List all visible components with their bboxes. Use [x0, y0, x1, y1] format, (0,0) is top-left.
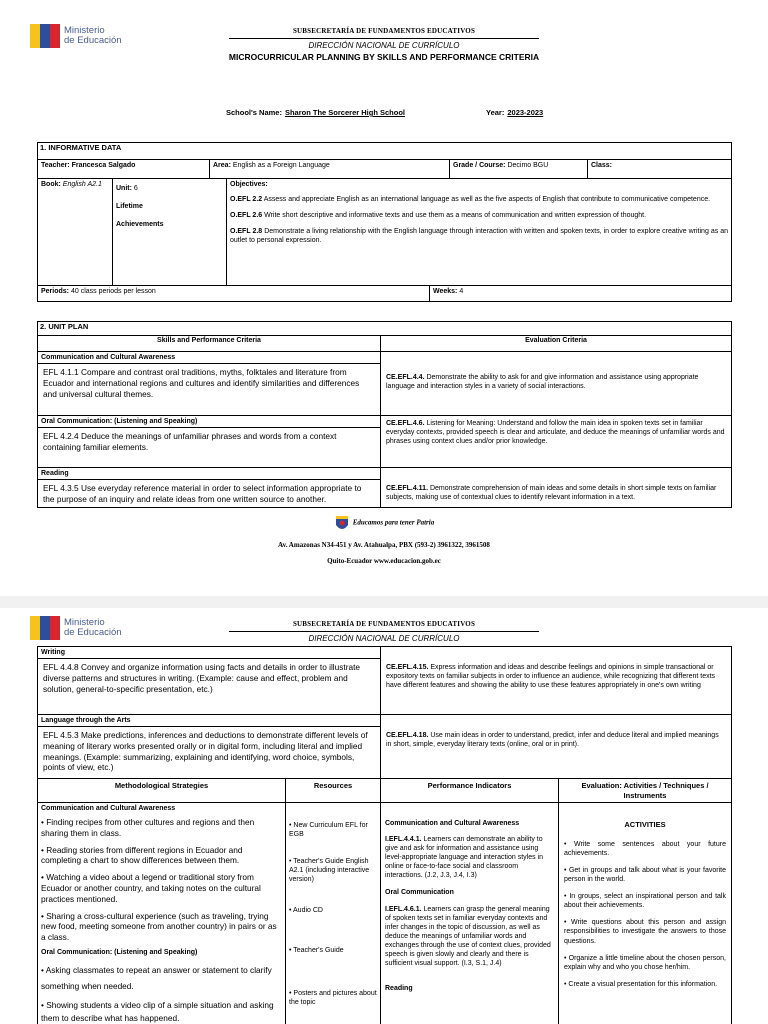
ecuador-shield-icon: [334, 513, 350, 533]
method-item: • Watching a video about a legend or traditional story from Ecuador or another country, and taking notes on the cultural practices mentioned.: [41, 872, 261, 904]
grade-value: Decimo BGU: [507, 162, 549, 169]
row-group-label: Reading: [38, 468, 381, 480]
resource-item: • Teacher's Guide English A2.1 (including interactive version): [289, 858, 370, 884]
activity-item: • Get in groups and talk about what is your favorite person in the world.: [564, 866, 726, 884]
periods-cell: Periods: 40 class periods per lesson: [38, 286, 430, 302]
grade-cell: Grade / Course: Decimo BGU: [450, 160, 588, 179]
resource-item: • Teacher's Guide: [289, 946, 344, 954]
teacher-value: Francesca Salgado: [71, 162, 136, 169]
unit-plan-table: [37, 321, 732, 508]
col-indicators-header: Performance Indicators: [381, 779, 559, 803]
school-year: Year: 2023-2023: [486, 108, 544, 117]
activity-item: • Create a visual presentation for this information.: [564, 980, 718, 988]
informative-section-title: 1. INFORMATIVE DATA: [38, 143, 731, 160]
unit-cell: Unit: 6 Lifetime Achievements: [113, 179, 227, 286]
document-title: MICROCURRICULAR PLANNING BY SKILLS AND PERFORMANCE CRITERIA: [228, 52, 540, 62]
resource-item: • Posters and pictures about the topic: [289, 989, 377, 1006]
page-header: [0, 27, 768, 62]
indicator-group-label: Oral Communication: [385, 888, 454, 896]
activity-item: • In groups, select an inspirational person and talk about their achievements.: [564, 893, 726, 910]
activities-title: ACTIVITIES: [624, 820, 666, 829]
area-value: English as a Foreign Language: [232, 162, 330, 169]
ministerio-logo: Ministerio de Educación: [30, 616, 122, 640]
activities-cell: [559, 803, 731, 1024]
row-group-label: Language through the Arts: [38, 715, 381, 727]
book-value: English A2.1: [62, 181, 102, 188]
teacher-cell: Teacher: Francesca Salgado: [38, 160, 210, 179]
logo-line2: de Educación: [64, 35, 122, 46]
skill-cell: EFL 4.1.1 Compare and contrast oral traditions, myths, folktales and literature from Ecuador and international regions and cultures and identify similarities and differences and universal cultural themes.: [38, 364, 381, 416]
footer-address: Av. Amazonas N34-451 y Av. Atahualpa, PBX (593-2) 3961322, 3961508: [278, 541, 490, 549]
col-resources-header: Resources: [286, 779, 381, 803]
unit-value: 6: [133, 185, 138, 192]
row-group-label: Oral Communication: (Listening and Speaking): [38, 416, 381, 428]
direccion-title: DIRECCIÓN NACIONAL DE CURRÍCULO: [229, 38, 539, 50]
method-group-label: Communication and Cultural Awareness: [41, 805, 176, 812]
eval-cell: CE.EFL.4.18. Use main ideas in order to understand, predict, infer and deduce literal and implied meanings in short, simple, everyday literary texts (online, oral or in print).: [381, 715, 731, 779]
objectives-cell: [227, 179, 731, 286]
weeks-cell: Weeks: 4: [433, 288, 464, 295]
footer-city: Quito-Ecuador www.educacion.gob.ec: [327, 557, 441, 565]
indicator-item: I.EFL.4.6.1. Learners can grasp the general meaning of spoken texts set in familiar everyday contexts and infer changes in the topic of discussion, as well as deduce the meanings of unfamiliar words and exchanges through the use of context clues, provided speech is given slowly and clearly and there is sufficient visual support. (I.3, S.1, J.4): [385, 905, 551, 968]
skill-cell: EFL 4.2.4 Deduce the meanings of unfamiliar phrases and words from a context containing familiar elements.: [38, 428, 381, 468]
col-evaluation-header: Evaluation: Activities / Techniques / Instruments: [559, 779, 731, 803]
objectives-label: Objectives:: [230, 181, 268, 188]
objective-item: O.EFL 2.2 Assess and appreciate English as an international language as well as the five aspects of English that contribute to communicative competence.: [230, 196, 711, 204]
indicator-group-label: Communication and Cultural Awareness: [385, 820, 520, 827]
informative-data-table: [37, 142, 732, 302]
eval-cell: CE.EFL.4.4. Demonstrate the ability to ask for and give information and assistance using appropriate language and interaction styles in a variety of social interactions.: [381, 352, 731, 416]
page-footer: [0, 513, 768, 565]
row-group-label: Communication and Cultural Awareness: [38, 352, 381, 364]
periods-value: 40 class periods per lesson: [70, 288, 156, 295]
skill-cell: EFL 4.5.3 Make predictions, inferences and deductions to demonstrate different levels of meaning of literary works presented orally or in digital form, including literal and implied meanings. (Example: summarizing, explaining and identifying, word choice, symbols, points of view, etc.): [38, 727, 381, 779]
footer-slogan: Educamos para tener Patria: [352, 518, 435, 527]
eval-cell: CE.EFL.4.15. Express information and ideas and describe feelings and opinions in simple transactional or expository texts on familiar subjects in order to influence an audience, while recognizing that different texts have different features and showing the ability to use these features appropriately in one's own writing: [381, 647, 731, 715]
school-name-value: Sharon The Sorcerer High School: [284, 108, 405, 117]
indicators-cell: [381, 803, 559, 1024]
logo-line1: Ministerio: [64, 25, 105, 36]
class-cell: Class:: [588, 160, 731, 179]
method-item: • Showing students a video clip of a simple situation and asking them to describe what has happened.: [41, 999, 274, 1023]
indicator-item: I.EFL.4.4.1. Learners can demonstrate an ability to give and ask for information and assistance using level-appropriate language and interaction styles in online or face-to-face social and classroom interactions. (J.2, J.3, J.4, I.3): [385, 836, 543, 880]
weeks-value: 4: [459, 288, 464, 295]
method-group-label: Oral Communication: (Listening and Speaking): [41, 948, 198, 956]
indicator-group-label: Reading: [385, 985, 413, 993]
unit-plan-title: 2. UNIT PLAN: [38, 322, 731, 336]
unit-plan-table-continued: [37, 646, 732, 1024]
skill-cell: EFL 4.4.8 Convey and organize information using facts and details in order to illustrate diverse patterns and structures in writing. (Example: cause and effect, problem and solution, general-to-specific presentation, etc.): [38, 659, 381, 715]
school-year-value: 2023-2023: [507, 108, 544, 117]
eval-cell: CE.EFL.4.11. Demonstrate comprehension of main ideas and some details in short simple texts on familiar subjects, making use of contextual clues to identify relevant information in a text.: [386, 485, 717, 502]
activity-item: • Organize a little timeline about the chosen person, explain why and who you chose her/him.: [564, 954, 726, 971]
col-eval-header: Evaluation Criteria: [381, 336, 731, 352]
subsecretaria-title: SUBSECRETARÍA DE FUNDAMENTOS EDUCATIVOS: [292, 27, 476, 35]
resource-item: • New Curriculum EFL for EGB: [289, 822, 368, 839]
activity-item: • Write questions about this person and assign responsibilities to investigate the answers to those questions.: [564, 919, 726, 945]
book-cell: Book: English A2.1: [38, 179, 113, 286]
skill-cell: EFL 4.3.5 Use everyday reference material in order to select information appropriate to the purpose of an inquiry and relate ideas from one written source to another.: [38, 480, 381, 508]
objective-item: O.EFL 2.8 Demonstrate a living relationship with the English language through interaction with written and spoken texts, in order to explore creative writing as an outlet to personal expression.: [230, 228, 728, 245]
col-method-header: Methodological Strategies: [38, 779, 286, 803]
resources-cell: [286, 803, 381, 1024]
methodology-cell: [38, 803, 286, 1024]
method-item: • Finding recipes from other cultures and regions and then sharing them in class.: [41, 817, 255, 838]
method-item: • Asking classmates to repeat an answer or statement to clarify something when needed.: [41, 965, 272, 991]
objective-item: O.EFL 2.6 Write short descriptive and informative texts and use them as a means of communication and written expression of thought.: [230, 212, 647, 220]
page-header: SUBSECRETARÍA DE FUNDAMENTOS EDUCATIVOS DIRECCIÓN NACIONAL DE CURRÍCULO: [0, 620, 768, 643]
eval-cell: CE.EFL.4.6. Listening for Meaning: Understand and follow the main idea in spoken texts set in familiar everyday contexts, provided speech is clear and articulate, and deduce the meanings of unfamiliar words and phrases using context clues and/or prior knowledge.: [381, 416, 731, 468]
resource-item: • Audio CD: [289, 907, 323, 915]
col-skills-header: Skills and Performance Criteria: [38, 336, 381, 352]
method-item: • Reading stories from different regions in Ecuador and completing a chart to show differences between them.: [41, 844, 243, 866]
area-cell: Area: English as a Foreign Language: [210, 160, 450, 179]
school-name: School's Name: Sharon The Sorcerer High School: [226, 108, 405, 117]
method-item: • Sharing a cross-cultural experience (such as traveling, trying new food, meeting someone from another country) in pairs or as a class.: [41, 910, 277, 943]
document-page-2: [0, 608, 768, 1024]
activity-item: • Write some sentences about your future achievements.: [564, 840, 726, 857]
row-group-label: Writing: [38, 647, 381, 659]
